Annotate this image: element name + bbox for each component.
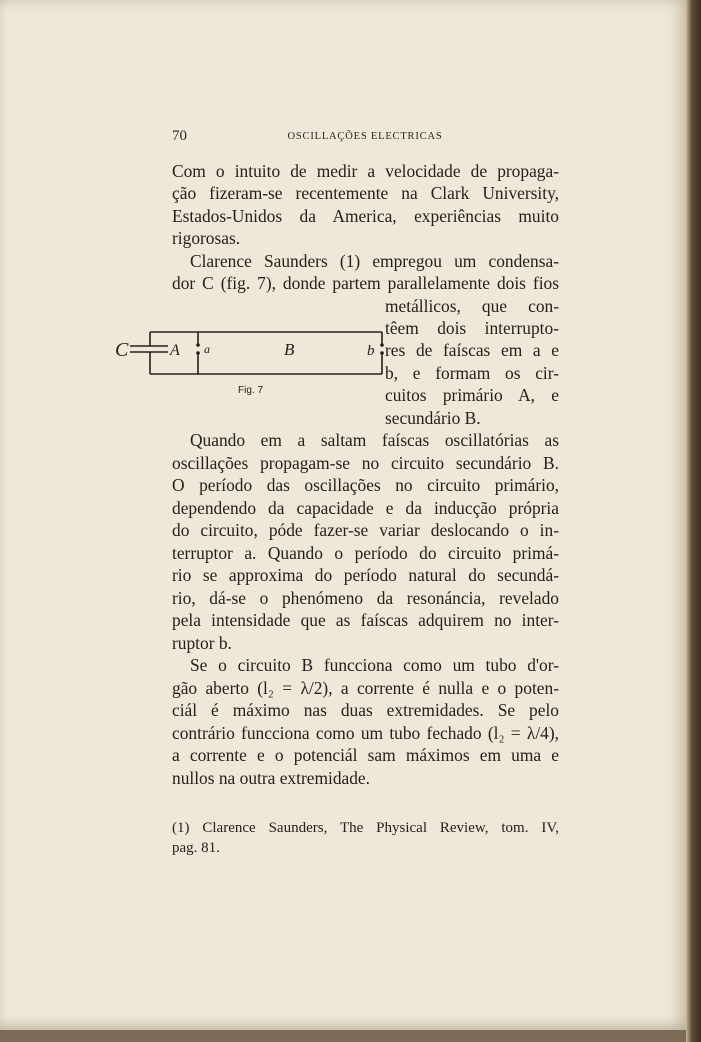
text-line: dependendo da capacidade e da inducção própria — [172, 498, 559, 518]
page-edge — [686, 0, 701, 1042]
text-line: rio se approxima do período natural do secundá- — [172, 565, 559, 585]
footnote-line: (1) Clarence Saunders, The Physical Review, tom. IV, — [172, 820, 559, 836]
text-line: O período das oscillações no circuito primário, — [172, 475, 559, 495]
text-line: pela intensidade que as faíscas adquirem no inter- — [172, 610, 559, 630]
text-line: rio, dá-se o phenómeno da resonáncia, revelado — [172, 588, 559, 608]
text-line: cuitos primário A, e — [385, 385, 559, 405]
label-B: B — [284, 340, 295, 359]
text-line: gão aberto (l₂ = λ/2), a corrente é nulla e o poten- — [172, 678, 559, 698]
text-line: dor C (fig. 7), donde partem parallelamente dois fios — [172, 273, 559, 293]
text-line: contrário funcciona como um tubo fechado (l₂ = λ/4), — [172, 723, 559, 743]
text-line: oscillações propagam-se no circuito secundário B. — [172, 453, 559, 473]
text-line: b, e formam os cir- — [385, 363, 559, 383]
text-line: res de faíscas em a e — [385, 340, 559, 360]
label-C: C — [115, 339, 129, 361]
text-line: ruptor b. — [172, 633, 232, 653]
text-line: Estados-Unidos da America, experiências muito — [172, 206, 559, 226]
label-a: a — [204, 342, 210, 356]
text-line: rigorosas. — [172, 228, 241, 248]
text-line: Clarence Saunders (1) empregou um condensa- — [190, 251, 559, 271]
text-line: secundário B. — [385, 408, 481, 428]
footnote-line: pag. 81. — [172, 840, 220, 856]
running-title: OSCILLAÇÕES ELECTRICAS — [287, 131, 443, 142]
text-line: metállicos, que con- — [385, 296, 559, 316]
text-line: terruptor a. Quando o período do circuito primá- — [172, 543, 559, 563]
page-number: 70 — [172, 128, 187, 144]
label-A: A — [170, 342, 180, 359]
page-header — [172, 128, 558, 144]
text-line: do circuito, póde fazer-se variar deslocando o in- — [172, 520, 559, 540]
text-line: nullos na outra extremidade. — [172, 768, 370, 788]
text-line: Quando em a saltam faíscas oscillatórias as — [190, 430, 559, 450]
label-b: b — [367, 343, 375, 359]
text-line: a corrente e o potenciál sam máximos em uma e — [172, 745, 559, 765]
figure-caption: Fig. 7 — [238, 385, 264, 396]
text-line: ciál é máximo nas duas extremidades. Se pelo — [172, 700, 559, 720]
text-line: Se o circuito B funcciona como um tubo d'or- — [190, 655, 559, 675]
text-line: ção fizeram-se recentemente na Clark University, — [172, 183, 559, 203]
text-line: têem dois interrupto- — [385, 318, 559, 338]
text-line: Com o intuito de medir a velocidade de propaga- — [172, 161, 559, 181]
